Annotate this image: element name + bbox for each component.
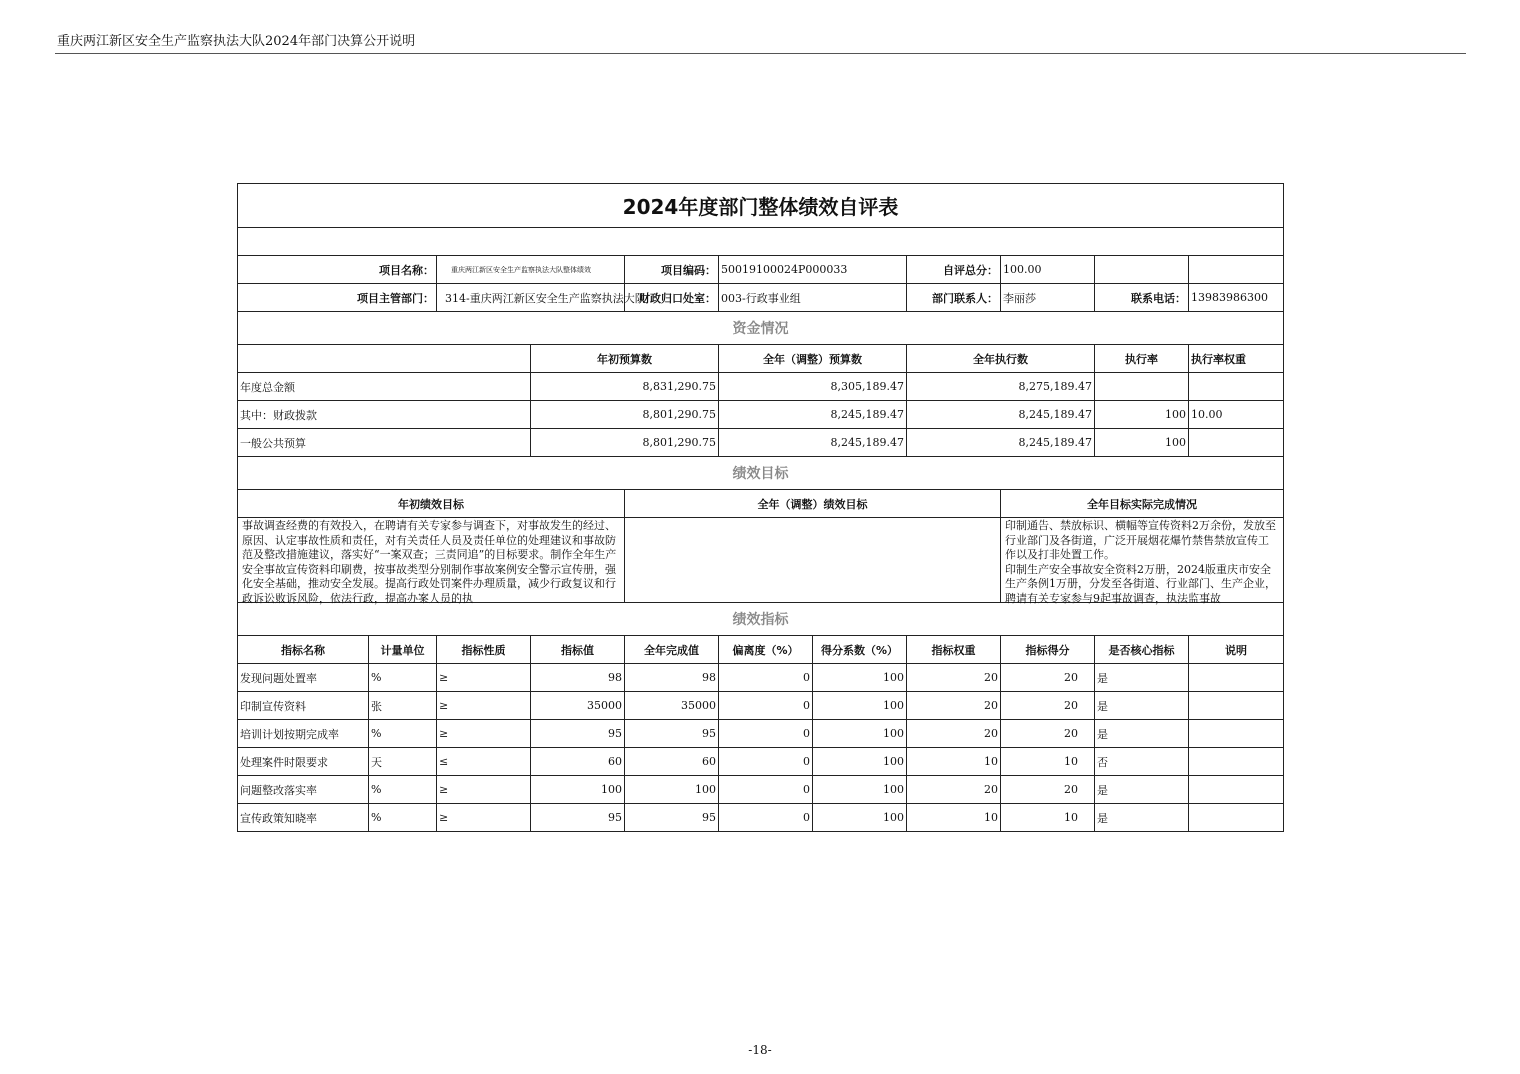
indicator-weight: 10 [907,804,1001,832]
indicator-core: 是 [1095,692,1189,720]
indicator-unit: % [369,720,437,748]
funds-rate [1095,373,1189,401]
indicator-nature: ≥ [437,720,531,748]
indicator-header: 指标名称 [238,636,369,664]
indicator-unit: 天 [369,748,437,776]
indicator-nature: ≥ [437,664,531,692]
indicator-actual: 98 [625,664,719,692]
indicator-core: 是 [1095,720,1189,748]
indicator-note [1189,776,1284,804]
funds-header: 全年（调整）预算数 [719,345,907,373]
indicator-score: 10 [1001,804,1095,832]
funds-header: 年初预算数 [531,345,719,373]
funds-name: 其中：财政拨款 [238,401,531,429]
goals-adjusted-text [627,518,998,602]
page-number: -18- [748,1043,772,1057]
indicator-core: 是 [1095,664,1189,692]
funds-executed: 8,245,189.47 [907,429,1095,457]
indicator-unit: % [369,664,437,692]
funds-weight [1189,429,1284,457]
funds-header: 执行率权重 [1189,345,1284,373]
indicator-header: 指标得分 [1001,636,1095,664]
indicator-actual: 95 [625,720,719,748]
goals-actual-cell [1001,518,1284,603]
indicators-section-title: 绩效指标 [238,603,1284,636]
indicator-core: 否 [1095,748,1189,776]
indicator-nature: ≥ [437,776,531,804]
indicator-coef: 100 [813,776,907,804]
finance-office-value: 003-行政事业组 [719,284,907,312]
self-score-value: 100.00 [1001,256,1095,284]
indicator-header: 指标值 [531,636,625,664]
indicator-unit: % [369,804,437,832]
indicator-coef: 100 [813,664,907,692]
indicator-header: 是否核心指标 [1095,636,1189,664]
indicator-score: 20 [1001,720,1095,748]
funds-adjusted: 8,245,189.47 [719,401,907,429]
phone-value: 13983986300 [1189,284,1284,312]
dept-value: 314-重庆两江新区安全生产监察执法大队 [437,284,625,312]
indicator-name: 问题整改落实率 [238,776,369,804]
indicator-header: 指标权重 [907,636,1001,664]
dept-label: 项目主管部门： [238,284,437,312]
indicator-core: 是 [1095,804,1189,832]
indicator-coef: 100 [813,804,907,832]
indicator-deviation: 0 [719,776,813,804]
indicator-coef: 100 [813,720,907,748]
indicator-deviation: 0 [719,720,813,748]
indicator-note [1189,804,1284,832]
indicator-weight: 10 [907,748,1001,776]
empty-cell [238,345,531,373]
indicator-actual: 95 [625,804,719,832]
indicator-score: 20 [1001,776,1095,804]
indicator-weight: 20 [907,720,1001,748]
indicator-nature: ≥ [437,804,531,832]
project-code-label: 项目编码： [625,256,719,284]
funds-header: 全年执行数 [907,345,1095,373]
funds-name: 年度总金额 [238,373,531,401]
indicator-note [1189,692,1284,720]
funds-weight: 10.00 [1189,401,1284,429]
indicator-nature: ≥ [437,692,531,720]
finance-office-label: 财政归口处室： [625,284,719,312]
funds-initial: 8,801,290.75 [531,401,719,429]
form-title: 2024年度部门整体绩效自评表 [238,184,1284,228]
indicator-score: 10 [1001,748,1095,776]
indicator-target: 60 [531,748,625,776]
indicator-header: 计量单位 [369,636,437,664]
funds-weight [1189,373,1284,401]
funds-adjusted: 8,305,189.47 [719,373,907,401]
indicator-header: 全年完成值 [625,636,719,664]
empty-cell [1189,256,1284,284]
goals-adjusted-cell [625,518,1001,603]
funds-initial: 8,831,290.75 [531,373,719,401]
indicator-note [1189,664,1284,692]
funds-section-title: 资金情况 [238,312,1284,345]
funds-name: 一般公共预算 [238,429,531,457]
header-rule [55,53,1466,54]
indicator-row [238,720,1284,748]
indicator-row [238,748,1284,776]
project-code-value: 50019100024P000033 [719,256,907,284]
indicator-score: 20 [1001,692,1095,720]
goals-actual-label: 全年目标实际完成情况 [1001,490,1284,518]
indicator-row [238,664,1284,692]
funds-row [238,401,1284,429]
funds-adjusted: 8,245,189.47 [719,429,907,457]
project-name-label: 项目名称： [238,256,437,284]
indicator-coef: 100 [813,748,907,776]
goals-initial-text: 事故调查经费的有效投入，在聘请有关专家参与调查下，对事故发生的经过、原因、认定事故性质和责任，对有关责任人员及责任单位的处理建议和事故防范及整改措施建议，落实好“一案双查；三责同追”的目标要求。制作全年生产安全事故宣传资料印刷费，按事故类型分别制作事故案例安全警示宣传册，强化安全基础，推动安全发展。提高行政处罚案件办理质量，减少行政复议和行政诉讼败诉风险，依法行政，提高办案人员的执 [242,519,617,605]
indicator-note [1189,748,1284,776]
indicator-weight: 20 [907,664,1001,692]
indicator-name: 发现问题处置率 [238,664,369,692]
indicator-deviation: 0 [719,692,813,720]
goals-adjusted-label: 全年（调整）绩效目标 [625,490,1001,518]
project-name-value: 重庆两江新区安全生产监察执法大队整体绩效 [437,256,625,284]
indicator-name: 印制宣传资料 [238,692,369,720]
blank-row [238,228,1284,256]
indicator-row [238,776,1284,804]
self-score-label: 自评总分： [907,256,1001,284]
indicator-score: 20 [1001,664,1095,692]
contact-value: 李丽莎 [1001,284,1095,312]
indicator-name: 培训计划按期完成率 [238,720,369,748]
contact-label: 部门联系人： [907,284,1001,312]
indicator-deviation: 0 [719,748,813,776]
funds-row [238,429,1284,457]
performance-table [237,183,1284,832]
indicator-coef: 100 [813,692,907,720]
indicator-name: 宣传政策知晓率 [238,804,369,832]
indicator-unit: 张 [369,692,437,720]
page-header: 重庆两江新区安全生产监察执法大队2024年部门决算公开说明 [57,34,416,49]
funds-initial: 8,801,290.75 [531,429,719,457]
indicator-actual: 60 [625,748,719,776]
goals-section-title: 绩效目标 [238,457,1284,490]
indicator-actual: 100 [625,776,719,804]
phone-label: 联系电话： [1095,284,1189,312]
indicator-row [238,804,1284,832]
goals-initial-cell [238,518,625,603]
indicator-target: 98 [531,664,625,692]
goals-actual-text: 印制通告、禁放标识、横幅等宣传资料2万余份，发放至行业部门及各街道，广泛开展烟花爆竹禁售禁放宣传工作以及打非处置工作。 印制生产安全事故安全资料2万册，2024版重庆市安全生产条例1万册，分发至各街道、行业部门、生产企业，聘请有关专家参与9起事故调查，执法监事故 [1005,519,1276,605]
funds-executed: 8,275,189.47 [907,373,1095,401]
indicator-unit: % [369,776,437,804]
indicator-deviation: 0 [719,664,813,692]
indicator-weight: 20 [907,776,1001,804]
indicator-core: 是 [1095,776,1189,804]
indicator-header: 偏离度（%） [719,636,813,664]
empty-cell [1095,256,1189,284]
indicator-actual: 35000 [625,692,719,720]
indicator-target: 95 [531,804,625,832]
indicator-header: 得分系数（%） [813,636,907,664]
indicator-target: 35000 [531,692,625,720]
funds-row [238,373,1284,401]
indicator-weight: 20 [907,692,1001,720]
indicator-deviation: 0 [719,804,813,832]
indicator-note [1189,720,1284,748]
funds-rate: 100 [1095,429,1189,457]
indicator-target: 100 [531,776,625,804]
indicator-target: 95 [531,720,625,748]
indicator-row [238,692,1284,720]
goals-initial-label: 年初绩效目标 [238,490,625,518]
indicator-header: 说明 [1189,636,1284,664]
funds-rate: 100 [1095,401,1189,429]
funds-header: 执行率 [1095,345,1189,373]
indicator-header: 指标性质 [437,636,531,664]
indicator-name: 处理案件时限要求 [238,748,369,776]
indicator-nature: ≤ [437,748,531,776]
funds-executed: 8,245,189.47 [907,401,1095,429]
